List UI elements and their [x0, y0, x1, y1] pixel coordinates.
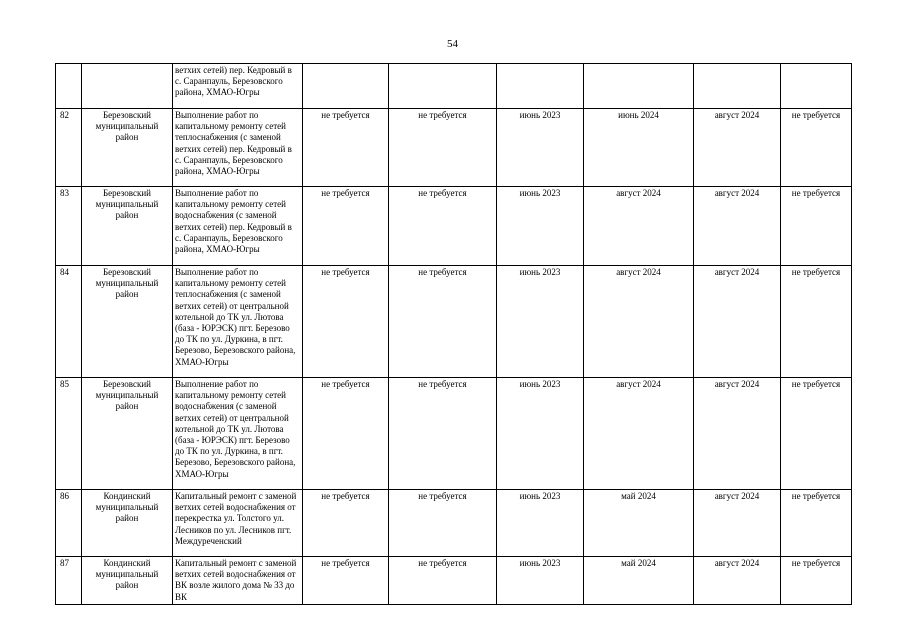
cell-col8: август 2024 [694, 378, 781, 490]
cell-col5: не требуется [389, 109, 497, 187]
cell-col9: не требуется [781, 378, 852, 490]
cell-description: ветхих сетей) пер. Кедровый в с. Саранпауль, Березовского района, ХМАО-Югры [173, 64, 303, 109]
table-row [56, 187, 852, 266]
cell-col7: май 2024 [584, 557, 694, 605]
cell-description: Капитальный ремонт с заменой ветхих сетей водоснабжения от ВК возле жилого дома № 33 до ВК [173, 557, 303, 605]
cell-col5: не требуется [389, 187, 497, 266]
cell-col4: не требуется [303, 490, 389, 557]
cell-col7: май 2024 [584, 490, 694, 557]
cell-col4: не требуется [303, 378, 389, 490]
cell-col5: не требуется [389, 266, 497, 378]
cell-num: 86 [56, 490, 82, 557]
cell-num: 85 [56, 378, 82, 490]
cell-col9: не требуется [781, 187, 852, 266]
cell-col5: не требуется [389, 490, 497, 557]
cell-num: 83 [56, 187, 82, 266]
cell-municipality: Березовский муниципальный район [82, 266, 173, 378]
cell-empty [694, 64, 781, 109]
cell-col7: август 2024 [584, 266, 694, 378]
cell-col6: июнь 2023 [497, 266, 584, 378]
cell-municipality: Кондинский муниципальный район [82, 490, 173, 557]
cell-col8: август 2024 [694, 490, 781, 557]
cell-col6: июнь 2023 [497, 187, 584, 266]
cell-description: Выполнение работ по капитальному ремонту сетей водоснабжения (с заменой ветхих сетей) пер. Кедровый в с. Саранпауль, Березовского района, ХМАО-Югры [173, 187, 303, 266]
cell-col9: не требуется [781, 557, 852, 605]
cell-description: Выполнение работ по капитальному ремонту сетей теплоснабжения (с заменой ветхих сетей) от центральной котельной до ТК ул. Лютова (база - ЮРЭСК) пгт. Березово до ТК по ул. Дуркина, в пгт. Березово, Березовского района, ХМАО-Югры [173, 266, 303, 378]
cell-col4: не требуется [303, 266, 389, 378]
table-row [56, 490, 852, 557]
cell-col8: август 2024 [694, 109, 781, 187]
cell-col4: не требуется [303, 109, 389, 187]
cell-col8: август 2024 [694, 266, 781, 378]
cell-empty [584, 64, 694, 109]
cell-col6: июнь 2023 [497, 109, 584, 187]
cell-col7: август 2024 [584, 187, 694, 266]
schedule-table [55, 63, 852, 605]
cell-municipality [82, 64, 173, 109]
cell-empty [303, 64, 389, 109]
cell-num: 82 [56, 109, 82, 187]
cell-col8: август 2024 [694, 557, 781, 605]
cell-description: Капитальный ремонт с заменой ветхих сетей водоснабжения от перекрестка ул. Толстого ул. Лесников по ул. Лесников пгт. Междуреченский [173, 490, 303, 557]
cell-description: Выполнение работ по капитальному ремонту сетей теплоснабжения (с заменой ветхих сетей) пер. Кедровый в с. Саранпауль, Березовского района, ХМАО-Югры [173, 109, 303, 187]
page-number: 54 [447, 38, 458, 50]
cell-col5: не требуется [389, 378, 497, 490]
cell-municipality: Березовский муниципальный район [82, 109, 173, 187]
cell-col4: не требуется [303, 187, 389, 266]
cell-num [56, 64, 82, 109]
table-row [56, 109, 852, 187]
cell-col6: июнь 2023 [497, 378, 584, 490]
cell-num: 87 [56, 557, 82, 605]
cell-col9: не требуется [781, 109, 852, 187]
cell-municipality: Кондинский муниципальный район [82, 557, 173, 605]
cell-municipality: Березовский муниципальный район [82, 187, 173, 266]
table-row-continuation [56, 64, 852, 109]
table-row [56, 266, 852, 378]
cell-col5: не требуется [389, 557, 497, 605]
cell-col9: не требуется [781, 490, 852, 557]
table-row [56, 378, 852, 490]
cell-col7: июнь 2024 [584, 109, 694, 187]
cell-municipality: Березовский муниципальный район [82, 378, 173, 490]
cell-num: 84 [56, 266, 82, 378]
table-row [56, 557, 852, 605]
cell-empty [497, 64, 584, 109]
cell-col9: не требуется [781, 266, 852, 378]
cell-col4: не требуется [303, 557, 389, 605]
cell-col6: июнь 2023 [497, 490, 584, 557]
cell-col8: август 2024 [694, 187, 781, 266]
cell-empty [389, 64, 497, 109]
cell-col7: август 2024 [584, 378, 694, 490]
cell-col6: июнь 2023 [497, 557, 584, 605]
cell-empty [781, 64, 852, 109]
cell-description: Выполнение работ по капитальному ремонту сетей водоснабжения (с заменой ветхих сетей) от центральной котельной до ТК ул. Лютова (база - ЮРЭСК) пгт. Березово до ТК по ул. Дуркина, в пгт. Березово, Березовского района, ХМАО-Югры [173, 378, 303, 490]
